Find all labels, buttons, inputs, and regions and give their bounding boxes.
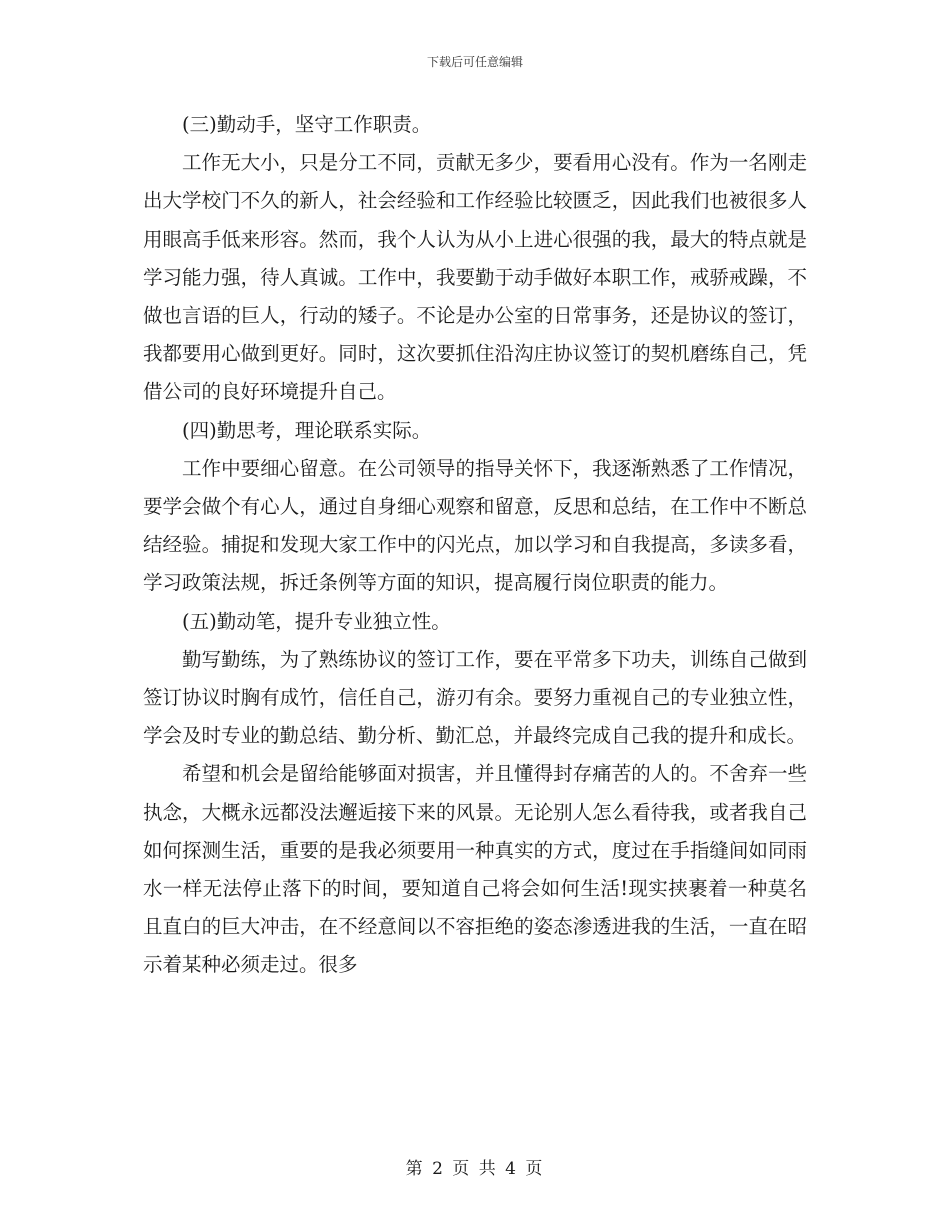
page-number-footer: 第 2 页 共 4 页 (405, 1159, 545, 1179)
body-paragraph: 工作无大小，只是分工不同，贡献无多少，要看用心没有。作为一名刚走出大学校门不久的新人，社会经验和工作经验比较匮乏，因此我们也被很多人用眼高手低来形容。然而，我个人认为从小上进心很强的我，最大的特点就是学习能力强，待人真诚。工作中，我要勤于动手做好本职工作，戒骄戒躁，不做也言语的巨人，行动的矮子。不论是办公室的日常事务，还是协议的签订，我都要用心做到更好。同时，这次要抓住沿沟庄协议签订的契机磨练自己，凭借公司的良好环境提升自己。 (143, 151, 807, 404)
document-body (143, 106, 807, 985)
body-paragraph: 工作中要细心留意。在公司领导的指导关怀下，我逐渐熟悉了工作情况，要学会做个有心人，通过自身细心观察和留意，反思和总结，在工作中不断总结经验。捕捉和发现大家工作中的闪光点，加以学习和自我提高，多读多看，学习政策法规，拆迁条例等方面的知识，提高履行岗位职责的能力。 (143, 456, 807, 595)
body-paragraph: 勤写勤练，为了熟练协议的签订工作，要在平常多下功夫，训练自己做到签订协议时胸有成竹，信任自己，游刃有余。要努力重视自己的专业独立性，学会及时专业的勤总结、勤分析、勤汇总，并最终完成自己我的提升和成长。 (143, 647, 807, 748)
page-header: 下载后可任意编辑 (426, 55, 523, 69)
section-heading-5: (五)勤动笔，提升专业独立性。 (182, 609, 451, 633)
body-paragraph: 希望和机会是留给能够面对损害，并且懂得封存痛苦的人的。不舍弃一些执念，大概永远都没法邂逅接下来的风景。无论别人怎么看待我，或者我自己如何探测生活，重要的是我必须要用一种真实的方式，度过在手指缝间如同雨水一样无法停止落下的时间，要知道自己将会如何生活!现实挟裹着一种莫名且直白的巨大冲击，在不经意间以不容拒绝的姿态渗透进我的生活，一直在昭示着某种必须走过。很多 (143, 762, 807, 977)
section-heading-4: (四)勤思考，理论联系实际。 (182, 418, 432, 442)
section-heading-3: (三)勤动手，坚守工作职责。 (182, 113, 432, 136)
